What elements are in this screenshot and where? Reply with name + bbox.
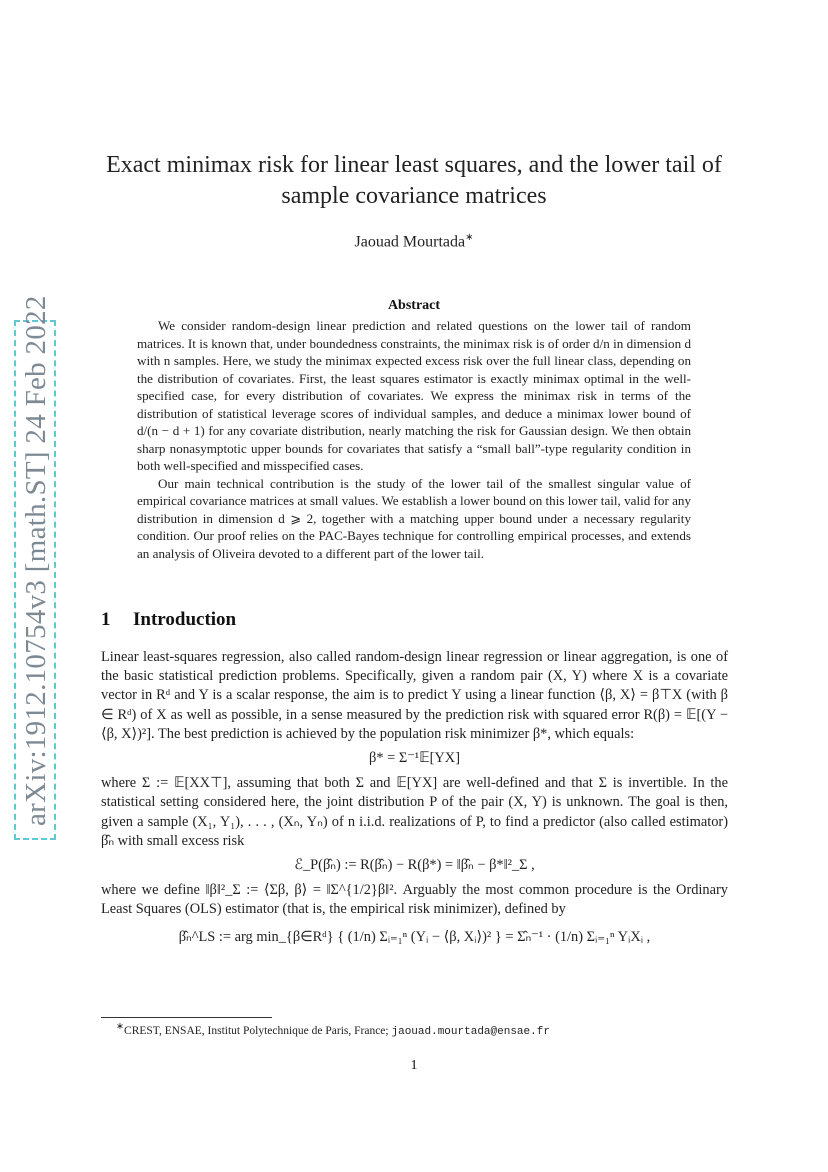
- page-number: 1: [410, 1058, 418, 1073]
- author-line: [100, 232, 728, 251]
- abstract-heading: Abstract: [387, 298, 441, 313]
- section-heading: [101, 609, 236, 631]
- paper-title: Exact minimax risk for linear least squares, and the lower tail of sample covariance matrices: [106, 152, 722, 209]
- author-name: Jaouad Mourtada: [354, 233, 466, 251]
- footnote-affiliation: CREST, ENSAE, Institut Polytechnique de Paris, France;: [124, 1024, 392, 1037]
- intro-paragraph-1: Linear least-squares regression, also called random-design linear regression or linear aggregation, is one of the basic statistical prediction problems. Specifically, given a random pair (X, Y) where X is a covariate vector in Rᵈ and Y is a scalar response, the aim is to predict Y using a linear function ⟨β, X⟩ = β⊤X (with β ∈ Rᵈ) of X as well as possible, in a sense measured by the prediction risk with squared error R(β) = 𝔼[(Y − ⟨β, X⟩)²]. The best prediction is achieved by the population risk minimizer β*, which equals:: [101, 649, 728, 742]
- equation-population-minimizer: β* = Σ⁻¹𝔼[YX]: [369, 750, 460, 767]
- introduction-body: [101, 648, 728, 953]
- arxiv-identifier: arXiv:1912.10754v3 [math.ST] 24 Feb 2022: [20, 295, 52, 826]
- footnote-email[interactable]: jaouad.mourtada@ensae.fr: [391, 1025, 550, 1038]
- footnote-divider: [101, 1017, 272, 1018]
- section-number: 1: [101, 609, 111, 630]
- section-title: Introduction: [133, 609, 237, 630]
- abstract-paragraph-2: Our main technical contribution is the study of the lower tail of the smallest singular value of empirical covariance matrices at small values. We establish a lower bound on this lower tail, valid for any distribution in dimension d ⩾ 2, together with a matching upper bound under a necessary regularity condition. Our proof relies on the PAC-Bayes technique for controlling empirical processes, and extends an analysis of Oliveira devoted to a different part of the lower tail.: [137, 475, 691, 561]
- equation-excess-risk: ℰ_P(β̂ₙ) := R(β̂ₙ) − R(β*) = ‖β̂ₙ − β*‖²_Σ ,: [294, 857, 535, 874]
- intro-paragraph-2: where Σ := 𝔼[XX⊤], assuming that both Σ and 𝔼[YX] are well-defined and that Σ is invertible. In the statistical setting considered here, the joint distribution P of the pair (X, Y) is unknown. The goal is then, given a sample (X₁, Y₁), . . . , (Xₙ, Yₙ) of n i.i.d. realizations of P, to find a predictor (also called estimator) β̂ₙ with small excess risk: [101, 775, 728, 849]
- abstract-body: [137, 317, 691, 562]
- author-footnote-mark: ∗: [465, 232, 474, 243]
- intro-paragraph-3: where we define ‖β‖²_Σ := ⟨Σβ, β⟩ = ‖Σ^{1/2}β‖². Arguably the most common procedure is the Ordinary Least Squares (OLS) estimator (that is, the empirical risk minimizer), defined by: [101, 882, 728, 918]
- footnote: [116, 1021, 550, 1038]
- equation-ols-estimator: β̂ₙ^LS := arg min_{β∈Rᵈ} { (1/n) Σᵢ₌₁ⁿ (Yᵢ − ⟨β, Xᵢ⟩)² } = Σ̂ₙ⁻¹ · (1/n) Σᵢ₌₁ⁿ YᵢXᵢ ,: [178, 928, 651, 945]
- abstract-paragraph-1: We consider random-design linear prediction and related questions on the lower tail of random matrices. It is known that, under boundedness constraints, the minimax risk is of order d/n in dimension d with n samples. Here, we study the minimax expected excess risk over the full linear class, depending on the distribution of covariates. First, the least squares estimator is exactly minimax optimal in the well-specified case, for every distribution of covariates. We express the minimax risk in terms of the distribution of statistical leverage scores of individual samples, and deduce a minimax lower bound of d/(n − d + 1) for any covariate distribution, nearly matching the risk for Gaussian design. We then obtain sharp nonasymptotic upper bounds for covariates that satisfy a “small ball”-type regularity condition in both well-specified and misspecified cases.: [137, 318, 691, 473]
- footnote-mark: ∗: [116, 1021, 125, 1032]
